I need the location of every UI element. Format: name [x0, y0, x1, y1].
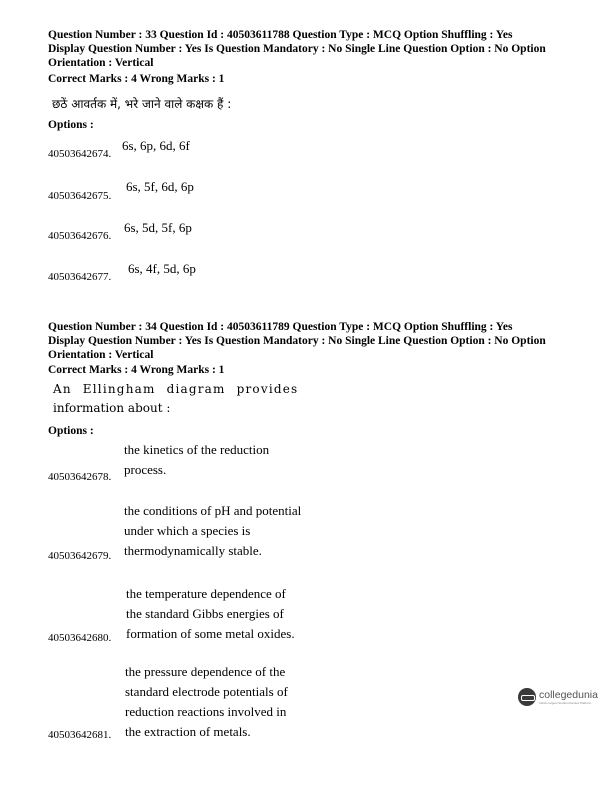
- logo-name: collegedunia: [539, 688, 598, 701]
- q34-option-2-id: 40503642679.: [48, 550, 112, 562]
- q34-option-3-line-2: the standard Gibbs energies of: [126, 606, 284, 621]
- q34-option-2-text: [124, 501, 301, 561]
- q34-option-4-text: [125, 662, 288, 742]
- q34-option-2-line-2: under which a species is: [124, 523, 251, 538]
- q34-question-line-2: information about :: [53, 401, 171, 415]
- q33-option-1-text: 6s, 6p, 6d, 6f: [122, 138, 190, 153]
- q33-option-3-text: 6s, 5d, 5f, 6p: [124, 220, 192, 235]
- q34-option-4-line-1: the pressure dependence of the: [125, 664, 286, 679]
- q34-question-text: [53, 380, 298, 418]
- logo-tagline: India's largest Student Review Platform: [539, 700, 592, 705]
- q34-option-3-line-1: the temperature dependence of: [126, 586, 286, 601]
- q34-option-1-line-1: the kinetics of the reduction: [124, 442, 270, 457]
- q33-option-2-text: 6s, 5f, 6d, 6p: [126, 179, 194, 194]
- q33-question-text: छठें आवर्तक में, भरे जाने वाले कक्षक हैं :: [52, 97, 232, 111]
- q33-header-line2: Display Question Number : Yes Is Question Mandatory : No Single Line Question Option : No Option: [48, 43, 546, 55]
- q34-options-label: Options :: [48, 425, 94, 437]
- logo-text: [539, 690, 598, 705]
- q34-option-2-line-3: thermodynamically stable.: [124, 543, 262, 558]
- q34-option-3-text: [126, 584, 295, 644]
- q34-option-4-line-3: reduction reactions involved in: [125, 704, 287, 719]
- q33-option-4-id: 40503642677.: [48, 271, 112, 283]
- q34-option-1-text: [124, 440, 269, 480]
- q33-option-4-text: 6s, 4f, 5d, 6p: [128, 261, 196, 276]
- q34-header-line2: Display Question Number : Yes Is Question Mandatory : No Single Line Question Option : No Option: [48, 335, 546, 347]
- q34-option-3-line-3: formation of some metal oxides.: [126, 626, 295, 641]
- q33-header-line3: Orientation : Vertical: [48, 57, 154, 69]
- q34-option-1-line-2: process.: [124, 462, 167, 477]
- q33-option-3-id: 40503642676.: [48, 230, 112, 242]
- q33-option-2-id: 40503642675.: [48, 190, 112, 202]
- q34-option-1-id: 40503642678.: [48, 471, 112, 483]
- q33-marks: Correct Marks : 4 Wrong Marks : 1: [48, 73, 225, 85]
- q34-option-3-id: 40503642680.: [48, 632, 112, 644]
- q34-header-line1: Question Number : 34 Question Id : 40503611789 Question Type : MCQ Option Shuffling : Yes: [48, 321, 513, 333]
- graduate-icon: [518, 688, 536, 706]
- q34-option-4-line-2: standard electrode potentials of: [125, 684, 288, 699]
- q34-header-line3: Orientation : Vertical: [48, 349, 154, 361]
- q33-options-label: Options :: [48, 119, 94, 131]
- q34-question-line-1: An Ellingham diagram provides: [53, 382, 299, 396]
- q34-marks: Correct Marks : 4 Wrong Marks : 1: [48, 364, 225, 376]
- q34-option-4-line-4: the extraction of metals.: [125, 724, 251, 739]
- q34-option-2-line-1: the conditions of pH and potential: [124, 503, 302, 518]
- collegedunia-logo: [518, 688, 598, 706]
- q33-option-1-id: 40503642674.: [48, 148, 112, 160]
- q34-option-4-id: 40503642681.: [48, 729, 112, 741]
- q33-header-line1: Question Number : 33 Question Id : 40503611788 Question Type : MCQ Option Shuffling : Yes: [48, 29, 513, 41]
